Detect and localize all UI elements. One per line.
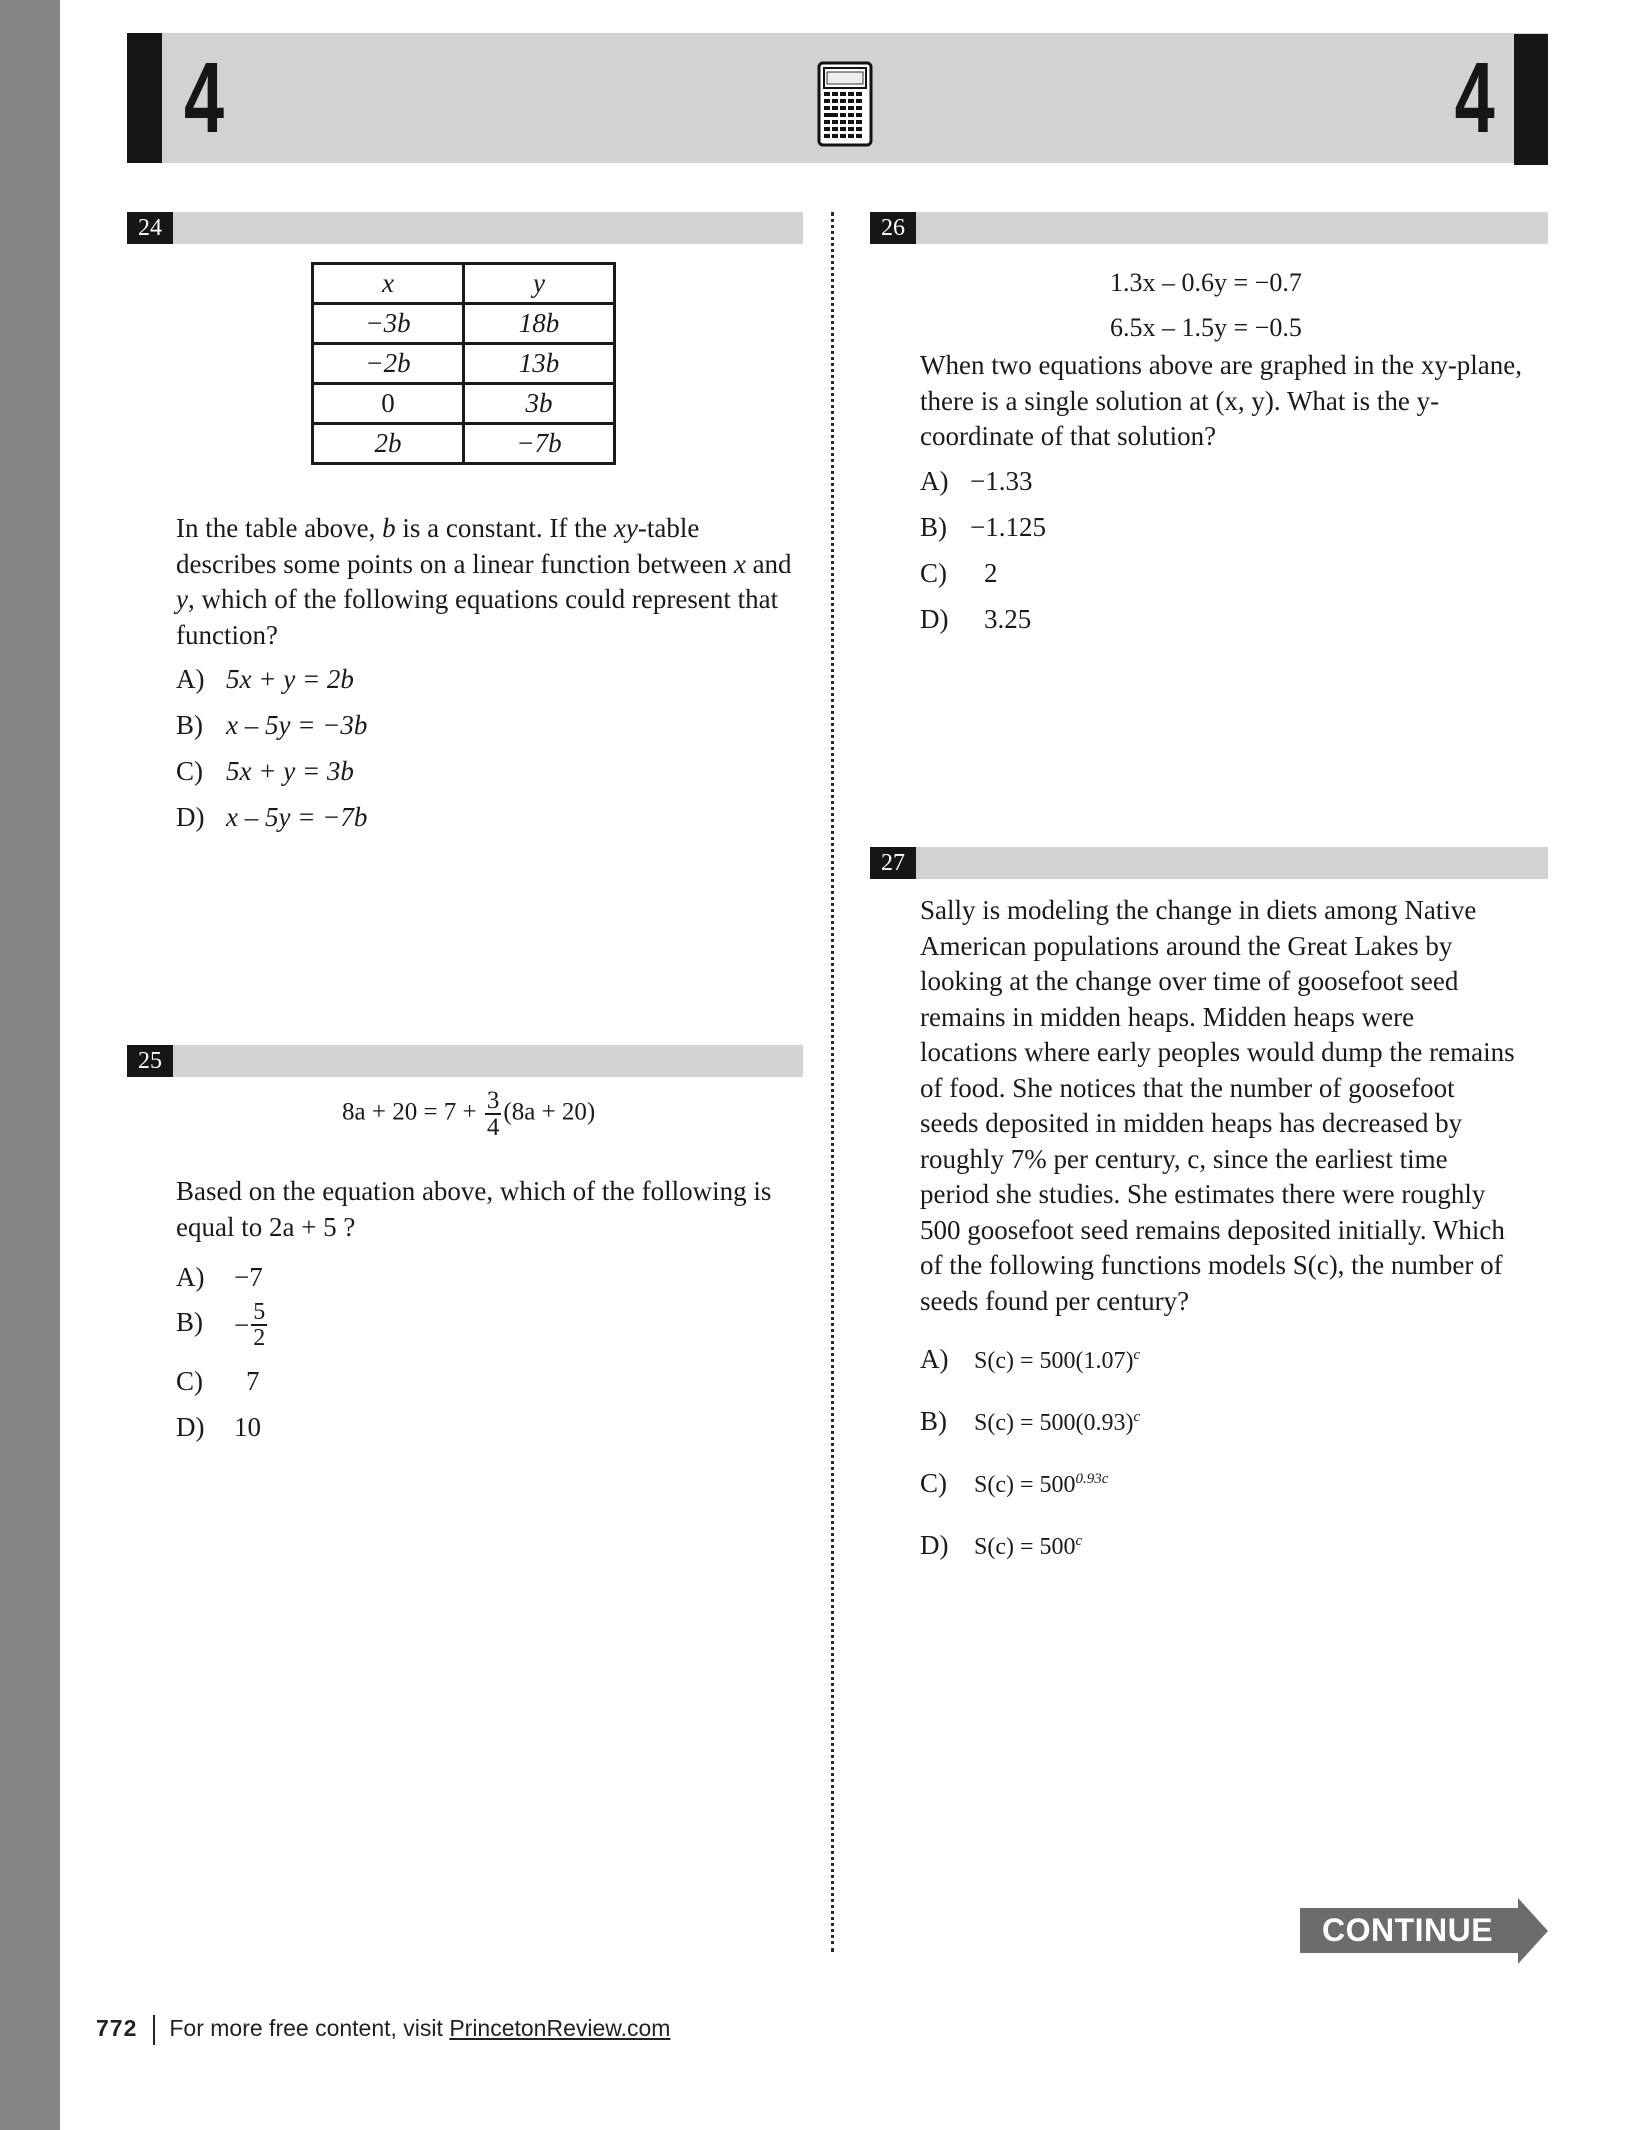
table-row: [313, 344, 615, 384]
question-26-header: [870, 212, 1548, 244]
section-bar-left: [127, 33, 162, 163]
fraction-numerator: 5: [253, 1299, 266, 1325]
question-number: 26: [870, 212, 916, 244]
equation-fraction: [485, 1088, 502, 1140]
choice-text: S(c) = 500: [974, 1534, 1076, 1560]
choice-label: A): [176, 1262, 205, 1292]
question-26-prompt: When two equations above are graphed in the xy-plane, there is a single solution at (x, y). What is the y-coordinate of that solution?: [920, 350, 1523, 451]
question-24-prompt: [176, 511, 796, 653]
answer-choice-c[interactable]: [920, 556, 1046, 602]
choice-text: S(c) = 500(0.93): [974, 1410, 1134, 1436]
equation-2: 6.5x – 1.5y = −0.5: [1110, 313, 1302, 342]
choice-label: C): [920, 558, 947, 588]
choice-text: −7: [234, 1262, 263, 1292]
answer-choice-c[interactable]: [176, 754, 367, 800]
choice-text: −1.33: [970, 466, 1033, 496]
question-25-header: [127, 1045, 803, 1077]
choice-text: 7: [246, 1366, 260, 1396]
choice-text: 10: [234, 1412, 261, 1442]
table-row: [313, 304, 615, 344]
answer-choice-b[interactable]: [920, 510, 1046, 556]
princeton-review-link[interactable]: PrincetonReview.com: [449, 2015, 671, 2041]
fraction-denominator: 4: [486, 1114, 500, 1141]
prompt-var: y: [176, 584, 188, 614]
choice-text: S(c) = 500(1.07): [974, 1348, 1134, 1374]
question-number: 25: [127, 1045, 173, 1077]
choice-label: B): [176, 710, 203, 740]
choice-text: 5x + y = 3b: [226, 756, 354, 786]
question-25-prompt: Based on the equation above, which of the following is equal to 2a + 5 ?: [176, 1176, 772, 1242]
question-25-choices: [176, 1260, 269, 1456]
choice-text: 2: [984, 558, 998, 588]
table-header-row: [313, 264, 615, 304]
choice-label: A): [176, 664, 205, 694]
choice-fraction: [251, 1300, 267, 1350]
answer-choice-b[interactable]: [920, 1404, 1140, 1466]
table-cell: −2b: [313, 344, 464, 384]
question-24-choices: [176, 662, 367, 846]
footer-text: For more free content, visit: [169, 2015, 450, 2041]
question-number: 27: [870, 847, 916, 879]
choice-sign: −: [234, 1310, 250, 1340]
table-row: [313, 424, 615, 464]
table-header-y: y: [464, 264, 615, 304]
answer-choice-d[interactable]: [176, 1410, 269, 1456]
table-header-x: x: [313, 264, 464, 304]
answer-choice-a[interactable]: [176, 662, 367, 708]
prompt-text: and: [745, 548, 792, 579]
choice-text: 3.25: [984, 604, 1032, 634]
column-divider: [831, 212, 834, 1952]
footer-separator: [153, 2015, 155, 2045]
answer-choice-d[interactable]: [920, 602, 1046, 648]
page-footer: [96, 2012, 670, 2045]
table-row: [313, 384, 615, 424]
xy-table: [311, 262, 616, 465]
page-edge-strip: [0, 0, 60, 2130]
choice-label: C): [920, 1468, 947, 1498]
answer-choice-b[interactable]: [176, 1300, 269, 1364]
prompt-text: is a constant. If the: [395, 513, 614, 543]
question-27-header: [870, 847, 1548, 879]
section-bar-right: [1514, 34, 1548, 165]
prompt-text: , which of the following equations could represent that function?: [176, 584, 779, 650]
question-24-header: [127, 212, 803, 244]
table-cell: 13b: [464, 344, 615, 384]
prompt-text: In the table above,: [176, 513, 383, 543]
continue-label: CONTINUE: [1322, 1912, 1494, 1948]
answer-choice-a[interactable]: [920, 464, 1046, 510]
fraction-denominator: 2: [253, 1325, 266, 1351]
table-cell: 3b: [464, 384, 615, 424]
table-cell: −7b: [464, 424, 615, 464]
calculator-icon: [817, 61, 873, 147]
choice-text: 5x + y = 2b: [226, 664, 354, 694]
choice-text: S(c) = 500: [974, 1472, 1076, 1498]
fraction-numerator: 3: [486, 1087, 500, 1114]
answer-choice-d[interactable]: [176, 800, 367, 846]
table-cell: 2b: [313, 424, 464, 464]
choice-text: x – 5y = −7b: [226, 802, 368, 832]
question-26-choices: [920, 464, 1046, 648]
choice-exponent: c: [1133, 1409, 1141, 1425]
equation-rhs: (8a + 20): [503, 1098, 596, 1126]
answer-choice-a[interactable]: [920, 1342, 1140, 1404]
answer-choice-d[interactable]: [920, 1528, 1140, 1590]
question-25-equation: [342, 1088, 595, 1140]
answer-choice-b[interactable]: [176, 708, 367, 754]
choice-label: D): [176, 1412, 205, 1442]
table-cell: 0: [313, 384, 464, 424]
continue-button[interactable]: [1300, 1898, 1548, 1956]
arrow-right-icon: [1518, 1898, 1548, 1964]
choice-exponent: c: [1075, 1533, 1083, 1549]
prompt-var: b: [382, 513, 396, 543]
prompt-var: xy: [613, 513, 638, 543]
page-number: 772: [96, 2015, 138, 2041]
question-27-prompt: Sally is modeling the change in diets among Native American populations around the Great Lakes by looking at the change over time of goosefoot seed remains in midden heaps. Midden heaps were locations where early peoples would dump the remains of food. She notices that the number of goosefoot seeds deposited in midden heaps has decreased by roughly 7% per century, c, since the earliest time period she studies. She estimates there were roughly 500 goosefoot seed remains deposited initially. Which of the following functions models S(c), the number of seeds found per century?: [920, 895, 1515, 1316]
choice-label: C): [176, 1366, 203, 1396]
table-cell: −3b: [313, 304, 464, 344]
prompt-text: -table describes some points on a linear function between: [176, 513, 734, 579]
choice-label: D): [176, 802, 205, 832]
table-cell: 18b: [464, 304, 615, 344]
answer-choice-a[interactable]: [176, 1260, 269, 1300]
answer-choice-c[interactable]: [920, 1466, 1140, 1528]
answer-choice-c[interactable]: [176, 1364, 269, 1410]
choice-label: D): [920, 604, 949, 634]
choice-label: A): [920, 466, 949, 496]
equation-lhs: 8a + 20 = 7 +: [342, 1098, 483, 1126]
choice-label: B): [920, 1406, 947, 1436]
section-number-right: 4: [1454, 42, 1495, 154]
choice-text: −1.125: [970, 512, 1046, 542]
section-header: [127, 33, 1548, 163]
choice-label: A): [920, 1344, 949, 1374]
choice-label: B): [176, 1307, 203, 1338]
question-27-choices: [920, 1342, 1140, 1590]
section-number-left: 4: [184, 42, 225, 154]
prompt-var: x: [733, 548, 746, 579]
choice-label: D): [920, 1530, 949, 1560]
question-number: 24: [127, 212, 173, 244]
choice-exponent: 0.93c: [1075, 1471, 1109, 1487]
choice-label: B): [920, 512, 947, 542]
choice-label: C): [176, 756, 203, 786]
equation-1: 1.3x – 0.6y = −0.7: [1110, 268, 1302, 297]
choice-exponent: c: [1133, 1347, 1141, 1363]
choice-text: x – 5y = −3b: [226, 710, 368, 740]
question-26-equations: [1110, 260, 1302, 350]
